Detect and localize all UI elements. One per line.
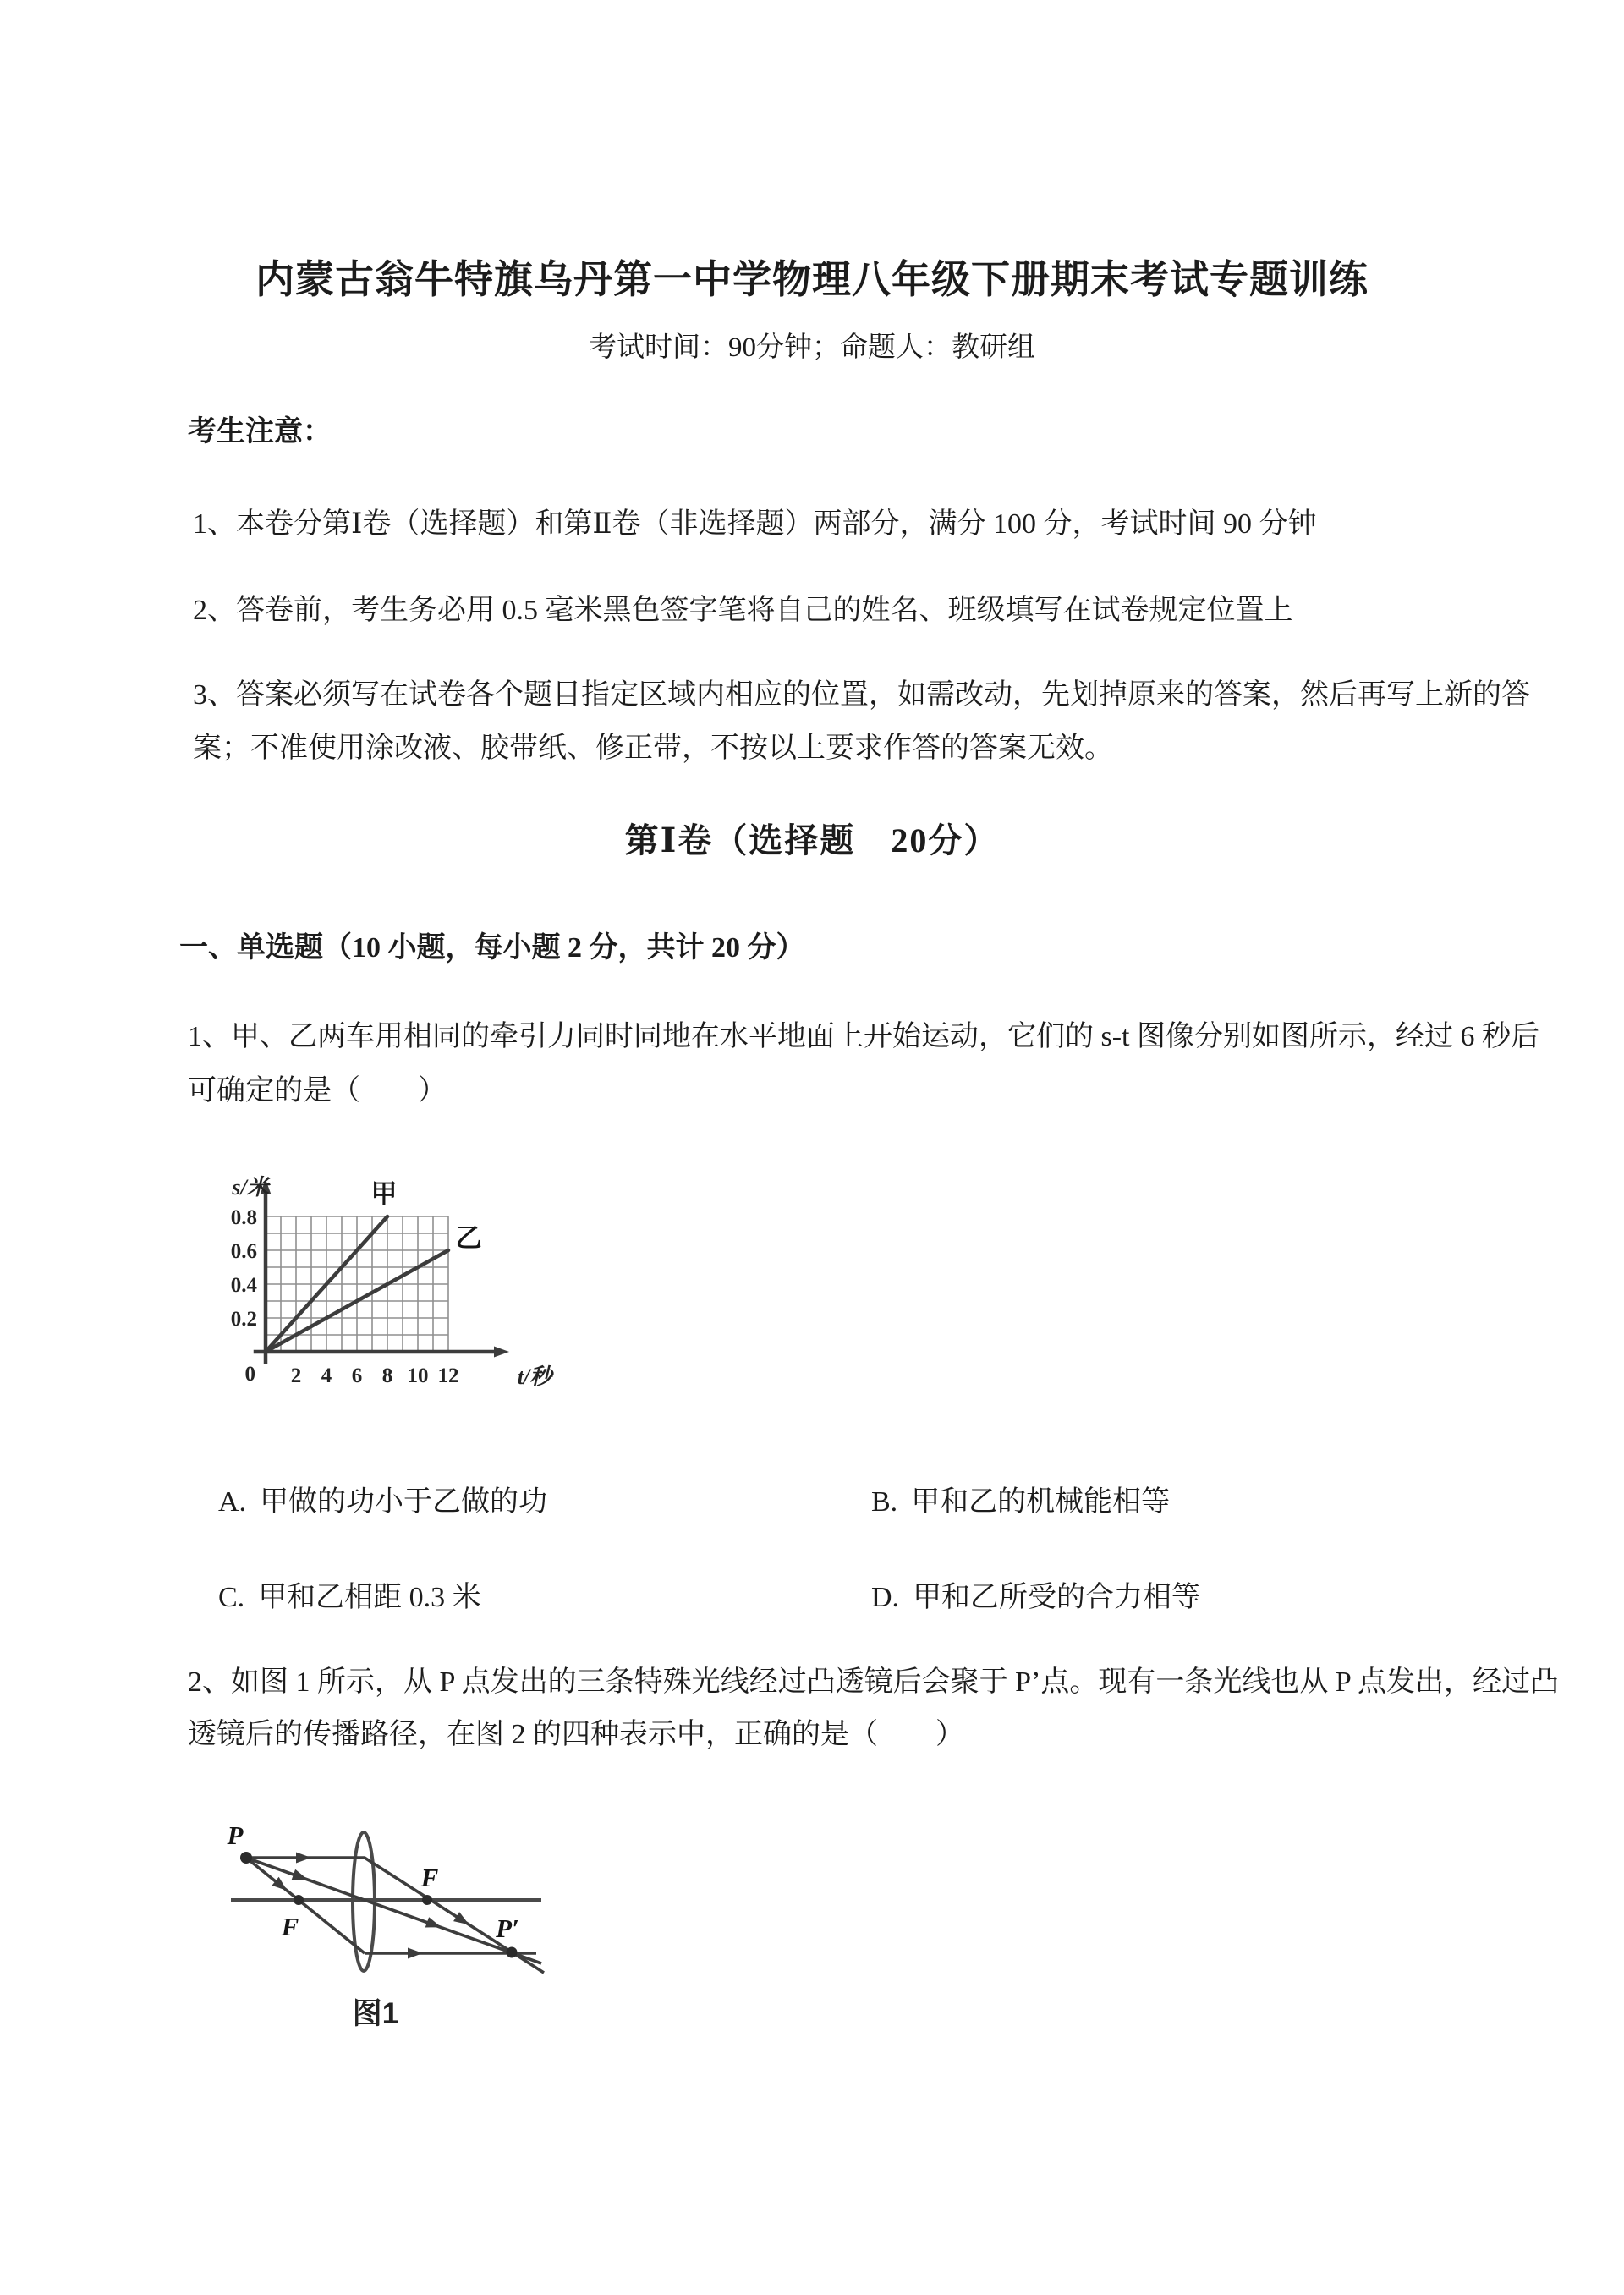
notice-item-3: 3、答案必须写在试卷各个题目指定区域内相应的位置，如需改动，先划掉原来的答案，然后再写上新的答案；不准使用涂改液、胶带纸、修正带，不按以上要求作答的答案无效。 <box>193 679 1530 764</box>
svg-text:P: P <box>227 1820 244 1850</box>
section1-heading: 第Ⅰ卷（选择题 20分） <box>624 821 1000 859</box>
svg-text:0: 0 <box>244 1363 255 1386</box>
option-a-label: A. <box>218 1486 247 1518</box>
question-2 <box>188 1656 1579 1761</box>
option-b-label: B. <box>871 1486 898 1518</box>
svg-text:8: 8 <box>381 1364 393 1387</box>
svg-text:t/秒: t/秒 <box>517 1364 552 1389</box>
svg-text:6: 6 <box>351 1364 363 1387</box>
question-1-number: 1、 <box>188 1021 231 1052</box>
option-a <box>218 1478 871 1519</box>
question-1 <box>188 1010 1554 1118</box>
svg-text:乙: 乙 <box>455 1223 482 1253</box>
svg-text:s/米: s/米 <box>232 1175 269 1200</box>
question-1-options <box>218 1478 1546 1615</box>
option-c-text: 甲和乙相距 0.3 米 <box>258 1582 481 1613</box>
option-c-label: C. <box>218 1582 245 1613</box>
svg-text:0.2: 0.2 <box>230 1308 257 1331</box>
svg-text:图1: 图1 <box>352 1997 399 2030</box>
svg-text:F: F <box>420 1863 439 1892</box>
question-2-text: 如图 1 所示，从 P 点发出的三条特殊光线经过凸透镜后会聚于 P’点。现有一条光线也从 P 点发出，经过凸透镜后的传播路径，在图 2 的四种表示中，正确的是（ ） <box>188 1666 1560 1750</box>
svg-text:12: 12 <box>437 1364 459 1387</box>
svg-text:0.4: 0.4 <box>230 1274 257 1297</box>
svg-text:P′: P′ <box>496 1913 519 1943</box>
notice-item-1: 1、本卷分第Ⅰ卷（选择题）和第Ⅱ卷（非选择题）两部分，满分 100 分，考试时间 90 分钟 <box>193 508 1317 540</box>
option-d-text: 甲和乙所受的合力相等 <box>913 1582 1201 1613</box>
page-title: 内蒙古翁牛特旗乌丹第一中学物理八年级下册期末考试专题训练 <box>255 258 1369 301</box>
exam-subtitle: 考试时间：90分钟；命题人：教研组 <box>589 332 1035 363</box>
svg-text:4: 4 <box>321 1364 332 1387</box>
svg-text:0.6: 0.6 <box>230 1240 257 1263</box>
lens-diagram <box>210 1809 607 2041</box>
st-graph <box>217 1164 580 1422</box>
option-b <box>871 1478 1546 1519</box>
svg-text:2: 2 <box>290 1364 302 1387</box>
notice-heading: 考生注意： <box>188 416 332 447</box>
option-a-text: 甲做的功小于乙做的功 <box>260 1486 548 1518</box>
option-d-label: D. <box>871 1582 900 1613</box>
option-d <box>871 1573 1546 1615</box>
svg-text:0.8: 0.8 <box>230 1206 257 1229</box>
lens-diagram-figure <box>210 1809 607 2041</box>
st-graph-figure <box>217 1164 580 1422</box>
svg-text:F: F <box>281 1912 299 1941</box>
question-2-number: 2、 <box>188 1666 231 1698</box>
option-c <box>218 1573 871 1615</box>
notice-item-2: 2、答卷前，考生务必用 0.5 毫米黑色签字笔将自己的姓名、班级填写在试卷规定位置上 <box>193 595 1293 626</box>
svg-text:甲: 甲 <box>370 1179 398 1209</box>
question-1-text: 甲、乙两车用相同的牵引力同时同地在水平地面上开始运动，它们的 s-t 图像分别如图所示，经过 6 秒后可确定的是（ ） <box>188 1021 1539 1106</box>
svg-text:10: 10 <box>407 1364 429 1387</box>
section1-subheading: 一、单选题（10 小题，每小题 2 分，共计 20 分） <box>179 932 805 964</box>
option-b-text: 甲和乙的机械能相等 <box>911 1486 1171 1518</box>
